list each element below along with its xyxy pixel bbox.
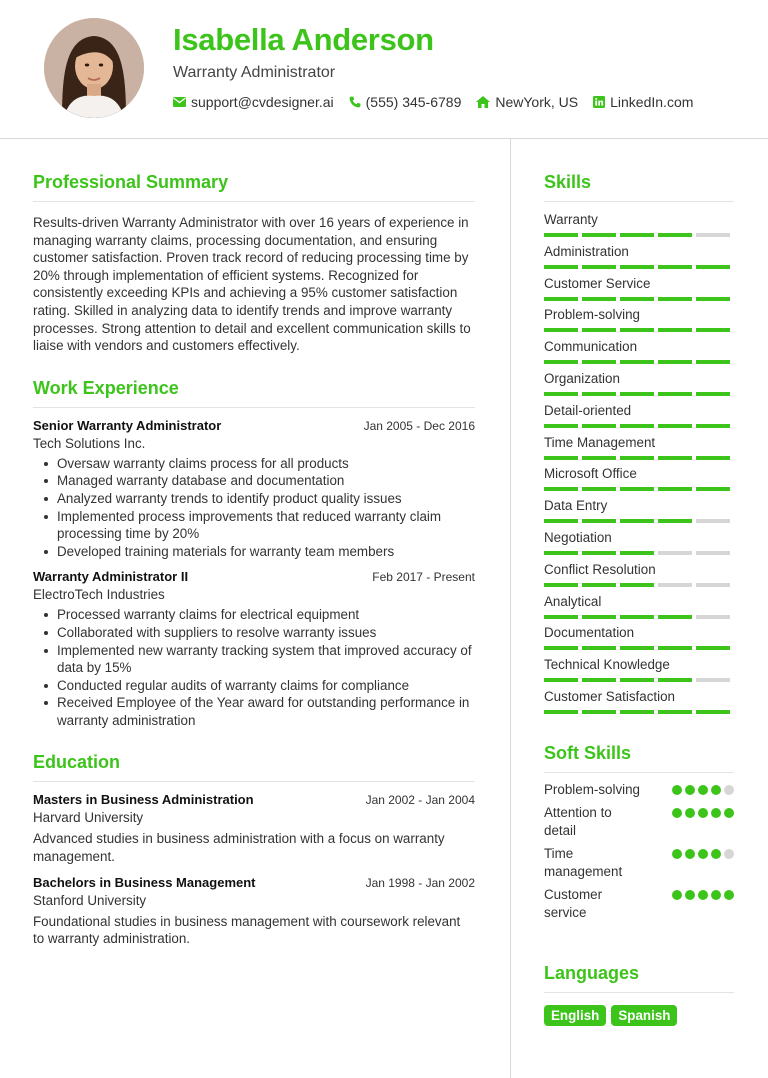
skill-level-bar (544, 360, 734, 364)
job-bullets (33, 606, 475, 729)
skill-level-segment (696, 678, 730, 682)
skill-item (544, 623, 734, 655)
skill-level-segment (582, 360, 616, 364)
candidate-name: Isabella Anderson (173, 22, 434, 57)
skills-section (544, 172, 734, 719)
soft-skill-name: Problem-solving (544, 781, 641, 797)
rating-dot (672, 808, 682, 818)
section-rule (544, 992, 734, 993)
list-item: Received Employee of the Year award for outstanding performance in warranty administration (33, 694, 475, 729)
skill-level-bar (544, 678, 734, 682)
list-item: Analyzed warranty trends to identify product quality issues (33, 490, 475, 508)
list-item: Implemented process improvements that reduced warranty claim processing time by 20% (33, 508, 475, 543)
skill-level-segment (620, 297, 654, 301)
skill-item (544, 210, 734, 242)
skill-level-segment (544, 265, 578, 269)
skill-level-segment (582, 456, 616, 460)
skill-level-segment (696, 551, 730, 555)
summary-heading: Professional Summary (33, 172, 229, 192)
soft-skills-list (544, 781, 734, 922)
skill-level-segment (696, 392, 730, 396)
job-entry (33, 569, 475, 729)
phone-text: (555) 345-6789 (365, 94, 462, 110)
skills-list (544, 210, 734, 719)
skill-name: Customer Satisfaction (544, 688, 675, 704)
skill-level-bar (544, 551, 734, 555)
skill-level-segment (544, 392, 578, 396)
skill-level-segment (658, 519, 692, 523)
skill-level-segment (658, 456, 692, 460)
rating-dot (698, 890, 708, 900)
resume-header (0, 0, 768, 139)
skill-level-segment (620, 646, 654, 650)
skill-level-segment (544, 519, 578, 523)
skill-name: Time Management (544, 434, 656, 450)
contact-info (173, 94, 708, 110)
skill-level-segment (544, 678, 578, 682)
education-section (33, 752, 475, 947)
education-date: Jan 1998 - Jan 2002 (365, 875, 475, 890)
skill-level-bar (544, 710, 734, 714)
main-column (33, 172, 475, 948)
skill-level-segment (582, 265, 616, 269)
skill-level-segment (620, 424, 654, 428)
list-item: Processed warranty claims for electrical equipment (33, 606, 475, 624)
list-item: Conducted regular audits of warranty claims for compliance (33, 677, 475, 695)
list-item: Managed warranty database and documentation (33, 472, 475, 490)
skill-level-bar (544, 392, 734, 396)
skill-item (544, 433, 734, 465)
skill-level-segment (696, 328, 730, 332)
skill-level-segment (582, 710, 616, 714)
job-title: Senior Warranty Administrator (33, 417, 222, 433)
skill-level-segment (658, 265, 692, 269)
skill-level-bar (544, 297, 734, 301)
profile-photo (44, 18, 144, 118)
skill-item (544, 655, 734, 687)
skill-level-segment (658, 710, 692, 714)
skill-name: Data Entry (544, 498, 608, 514)
skill-name: Detail-oriented (544, 402, 632, 418)
skill-level-bar (544, 583, 734, 587)
skill-level-segment (620, 265, 654, 269)
skill-item (544, 528, 734, 560)
skill-level-segment (696, 297, 730, 301)
skill-level-segment (582, 328, 616, 332)
skill-level-bar (544, 424, 734, 428)
soft-skill-item (544, 781, 734, 799)
languages-section (544, 963, 734, 1026)
skill-level-segment (620, 392, 654, 396)
skill-level-segment (696, 487, 730, 491)
rating-dot (711, 785, 721, 795)
rating-dot (724, 785, 734, 795)
education-heading: Education (33, 752, 121, 773)
envelope-icon (173, 97, 186, 107)
linkedin-icon (593, 96, 605, 108)
rating-dot (724, 890, 734, 900)
skill-level-segment (582, 519, 616, 523)
rating-dot (724, 808, 734, 818)
skill-level-segment (544, 615, 578, 619)
experience-section (33, 378, 475, 730)
skill-level-segment (620, 456, 654, 460)
experience-heading: Work Experience (33, 377, 179, 398)
skill-level-segment (582, 646, 616, 650)
skill-level-segment (658, 646, 692, 650)
phone-icon (349, 96, 361, 108)
skill-level-segment (544, 424, 578, 428)
home-icon (476, 96, 490, 108)
skill-level-segment (696, 265, 730, 269)
languages-heading: Languages (544, 963, 640, 984)
skill-level-segment (620, 360, 654, 364)
job-entry (33, 418, 475, 561)
rating-dot (698, 849, 708, 859)
rating-dot (685, 890, 695, 900)
education-description: Advanced studies in business administration with a focus on warranty management. (33, 831, 445, 865)
degree-title: Bachelors in Business Management (33, 874, 256, 890)
skill-level-segment (544, 328, 578, 332)
skill-level-segment (582, 424, 616, 428)
skill-level-segment (658, 233, 692, 237)
soft-skill-item (544, 845, 734, 880)
contact-phone[interactable] (349, 94, 462, 110)
skill-item (544, 464, 734, 496)
skill-name: Microsoft Office (544, 466, 637, 482)
skill-level-bar (544, 456, 734, 460)
skill-level-segment (658, 487, 692, 491)
soft-skill-name: Time management (544, 846, 623, 879)
skill-level-segment (620, 519, 654, 523)
skill-level-segment (582, 233, 616, 237)
education-description: Foundational studies in business management with coursework relevant to warranty administration. (33, 913, 461, 947)
skill-level-segment (696, 360, 730, 364)
skill-level-segment (696, 519, 730, 523)
skill-level-segment (696, 583, 730, 587)
column-divider (510, 139, 511, 1078)
skill-level-segment (544, 646, 578, 650)
skill-level-segment (658, 583, 692, 587)
rating-dot (698, 808, 708, 818)
skill-item (544, 496, 734, 528)
skill-item (544, 305, 734, 337)
job-date: Jan 2005 - Dec 2016 (363, 418, 475, 433)
contact-linkedin[interactable] (593, 94, 693, 110)
skill-name: Conflict Resolution (544, 561, 656, 577)
sidebar-column (544, 172, 734, 1026)
skill-name: Problem-solving (544, 307, 641, 323)
skill-level-segment (620, 551, 654, 555)
soft-skill-name: Customer service (544, 887, 603, 920)
skill-item (544, 337, 734, 369)
skill-level-segment (658, 360, 692, 364)
list-item: Implemented new warranty tracking system that improved accuracy of data by 15% (33, 642, 475, 677)
skill-level-segment (582, 297, 616, 301)
job-company: ElectroTech Industries (33, 587, 165, 603)
skill-item (544, 274, 734, 306)
skill-level-segment (544, 456, 578, 460)
soft-skill-item (544, 886, 734, 921)
section-rule (33, 407, 475, 408)
rating-dot (711, 808, 721, 818)
location-text: NewYork, US (495, 94, 579, 110)
summary-section (33, 172, 475, 355)
linkedin-text: LinkedIn.com (610, 94, 694, 110)
skill-name: Organization (544, 370, 620, 386)
skill-level-segment (620, 487, 654, 491)
skill-name: Technical Knowledge (544, 657, 670, 673)
education-entry (33, 792, 475, 865)
rating-dot (724, 849, 734, 859)
soft-skill-rating (669, 785, 734, 795)
education-date: Jan 2002 - Jan 2004 (365, 793, 475, 808)
summary-text: Results-driven Warranty Administrator with over 16 years of experience in managing warranty claims, processing documentation, and ensuring customer satisfaction. Proven track record of reducing processing time by 20% through implementation of efficient systems. Recognized for consistently exceeding KPIs and achieving a 95% customer satisfaction rating. Skilled in analyzing data to identify trends and improve warranty processes. Strong attention to detail and excellent communication skills to liaise with vendors and customers effectively. (33, 215, 471, 354)
contact-location (476, 94, 578, 110)
skill-level-segment (620, 615, 654, 619)
skill-level-segment (696, 615, 730, 619)
skill-item (544, 687, 734, 719)
section-rule (544, 201, 734, 202)
candidate-title: Warranty Administrator (173, 64, 336, 81)
rating-dot (685, 849, 695, 859)
skill-level-segment (696, 710, 730, 714)
skill-level-segment (544, 297, 578, 301)
skill-level-segment (658, 424, 692, 428)
skill-level-segment (620, 328, 654, 332)
rating-dot (672, 785, 682, 795)
skill-level-bar (544, 615, 734, 619)
skill-level-segment (620, 710, 654, 714)
skill-item (544, 369, 734, 401)
skill-level-segment (658, 678, 692, 682)
rating-dot (711, 849, 721, 859)
job-bullets (33, 455, 475, 561)
skill-item (544, 242, 734, 274)
rating-dot (685, 785, 695, 795)
skill-name: Negotiation (544, 529, 612, 545)
rating-dot (685, 808, 695, 818)
school-name: Stanford University (33, 892, 147, 908)
skill-name: Customer Service (544, 275, 651, 291)
skill-level-segment (696, 233, 730, 237)
skill-level-segment (544, 583, 578, 587)
soft-skill-name: Attention to detail (544, 805, 612, 838)
skill-level-segment (544, 360, 578, 364)
soft-skill-rating (669, 890, 734, 900)
skill-level-segment (582, 583, 616, 587)
job-date: Feb 2017 - Present (372, 570, 475, 585)
skill-name: Administration (544, 243, 629, 259)
skill-level-segment (620, 678, 654, 682)
soft-skill-rating (669, 849, 734, 859)
soft-skills-section (544, 743, 734, 922)
skill-level-bar (544, 646, 734, 650)
skill-level-segment (658, 392, 692, 396)
skill-level-segment (544, 233, 578, 237)
languages-list (544, 1005, 734, 1026)
section-rule (33, 781, 475, 782)
skill-level-segment (658, 297, 692, 301)
language-tag: Spanish (611, 1005, 677, 1026)
skill-level-bar (544, 265, 734, 269)
skill-level-segment (582, 392, 616, 396)
rating-dot (711, 890, 721, 900)
list-item: Oversaw warranty claims process for all products (33, 455, 475, 473)
skill-level-segment (620, 233, 654, 237)
skill-level-segment (620, 583, 654, 587)
skill-item (544, 401, 734, 433)
skills-heading: Skills (544, 172, 592, 192)
skill-level-segment (658, 615, 692, 619)
skill-level-bar (544, 487, 734, 491)
skill-level-segment (582, 678, 616, 682)
skill-level-segment (582, 487, 616, 491)
skill-name: Analytical (544, 593, 602, 609)
language-tag: English (544, 1005, 606, 1026)
rating-dot (698, 785, 708, 795)
list-item: Collaborated with suppliers to resolve warranty issues (33, 624, 475, 642)
soft-skill-rating (669, 808, 734, 818)
job-company: Tech Solutions Inc. (33, 435, 146, 451)
job-title: Warranty Administrator II (33, 569, 189, 585)
list-item: Developed training materials for warranty team members (33, 543, 475, 561)
contact-email[interactable] (173, 94, 334, 110)
skill-level-segment (544, 487, 578, 491)
skill-level-segment (696, 456, 730, 460)
skill-level-bar (544, 519, 734, 523)
skill-level-segment (582, 615, 616, 619)
education-entry (33, 875, 475, 948)
skill-level-bar (544, 328, 734, 332)
skill-name: Warranty (544, 212, 598, 227)
skill-level-bar (544, 233, 734, 237)
skill-item (544, 560, 734, 592)
skill-level-segment (658, 551, 692, 555)
email-text: support@cvdesigner.ai (191, 94, 334, 110)
rating-dot (672, 890, 682, 900)
skill-level-segment (696, 646, 730, 650)
soft-skill-item (544, 804, 734, 839)
skill-level-segment (696, 424, 730, 428)
skill-level-segment (544, 710, 578, 714)
skill-name: Documentation (544, 625, 635, 641)
soft-skills-heading: Soft Skills (544, 742, 632, 763)
school-name: Harvard University (33, 810, 144, 826)
rating-dot (672, 849, 682, 859)
skill-level-segment (582, 551, 616, 555)
skill-level-segment (544, 551, 578, 555)
degree-title: Masters in Business Administration (33, 792, 254, 808)
section-rule (33, 201, 475, 202)
skill-level-segment (658, 328, 692, 332)
section-rule (544, 772, 734, 773)
skill-name: Communication (544, 339, 638, 355)
skill-item (544, 592, 734, 624)
